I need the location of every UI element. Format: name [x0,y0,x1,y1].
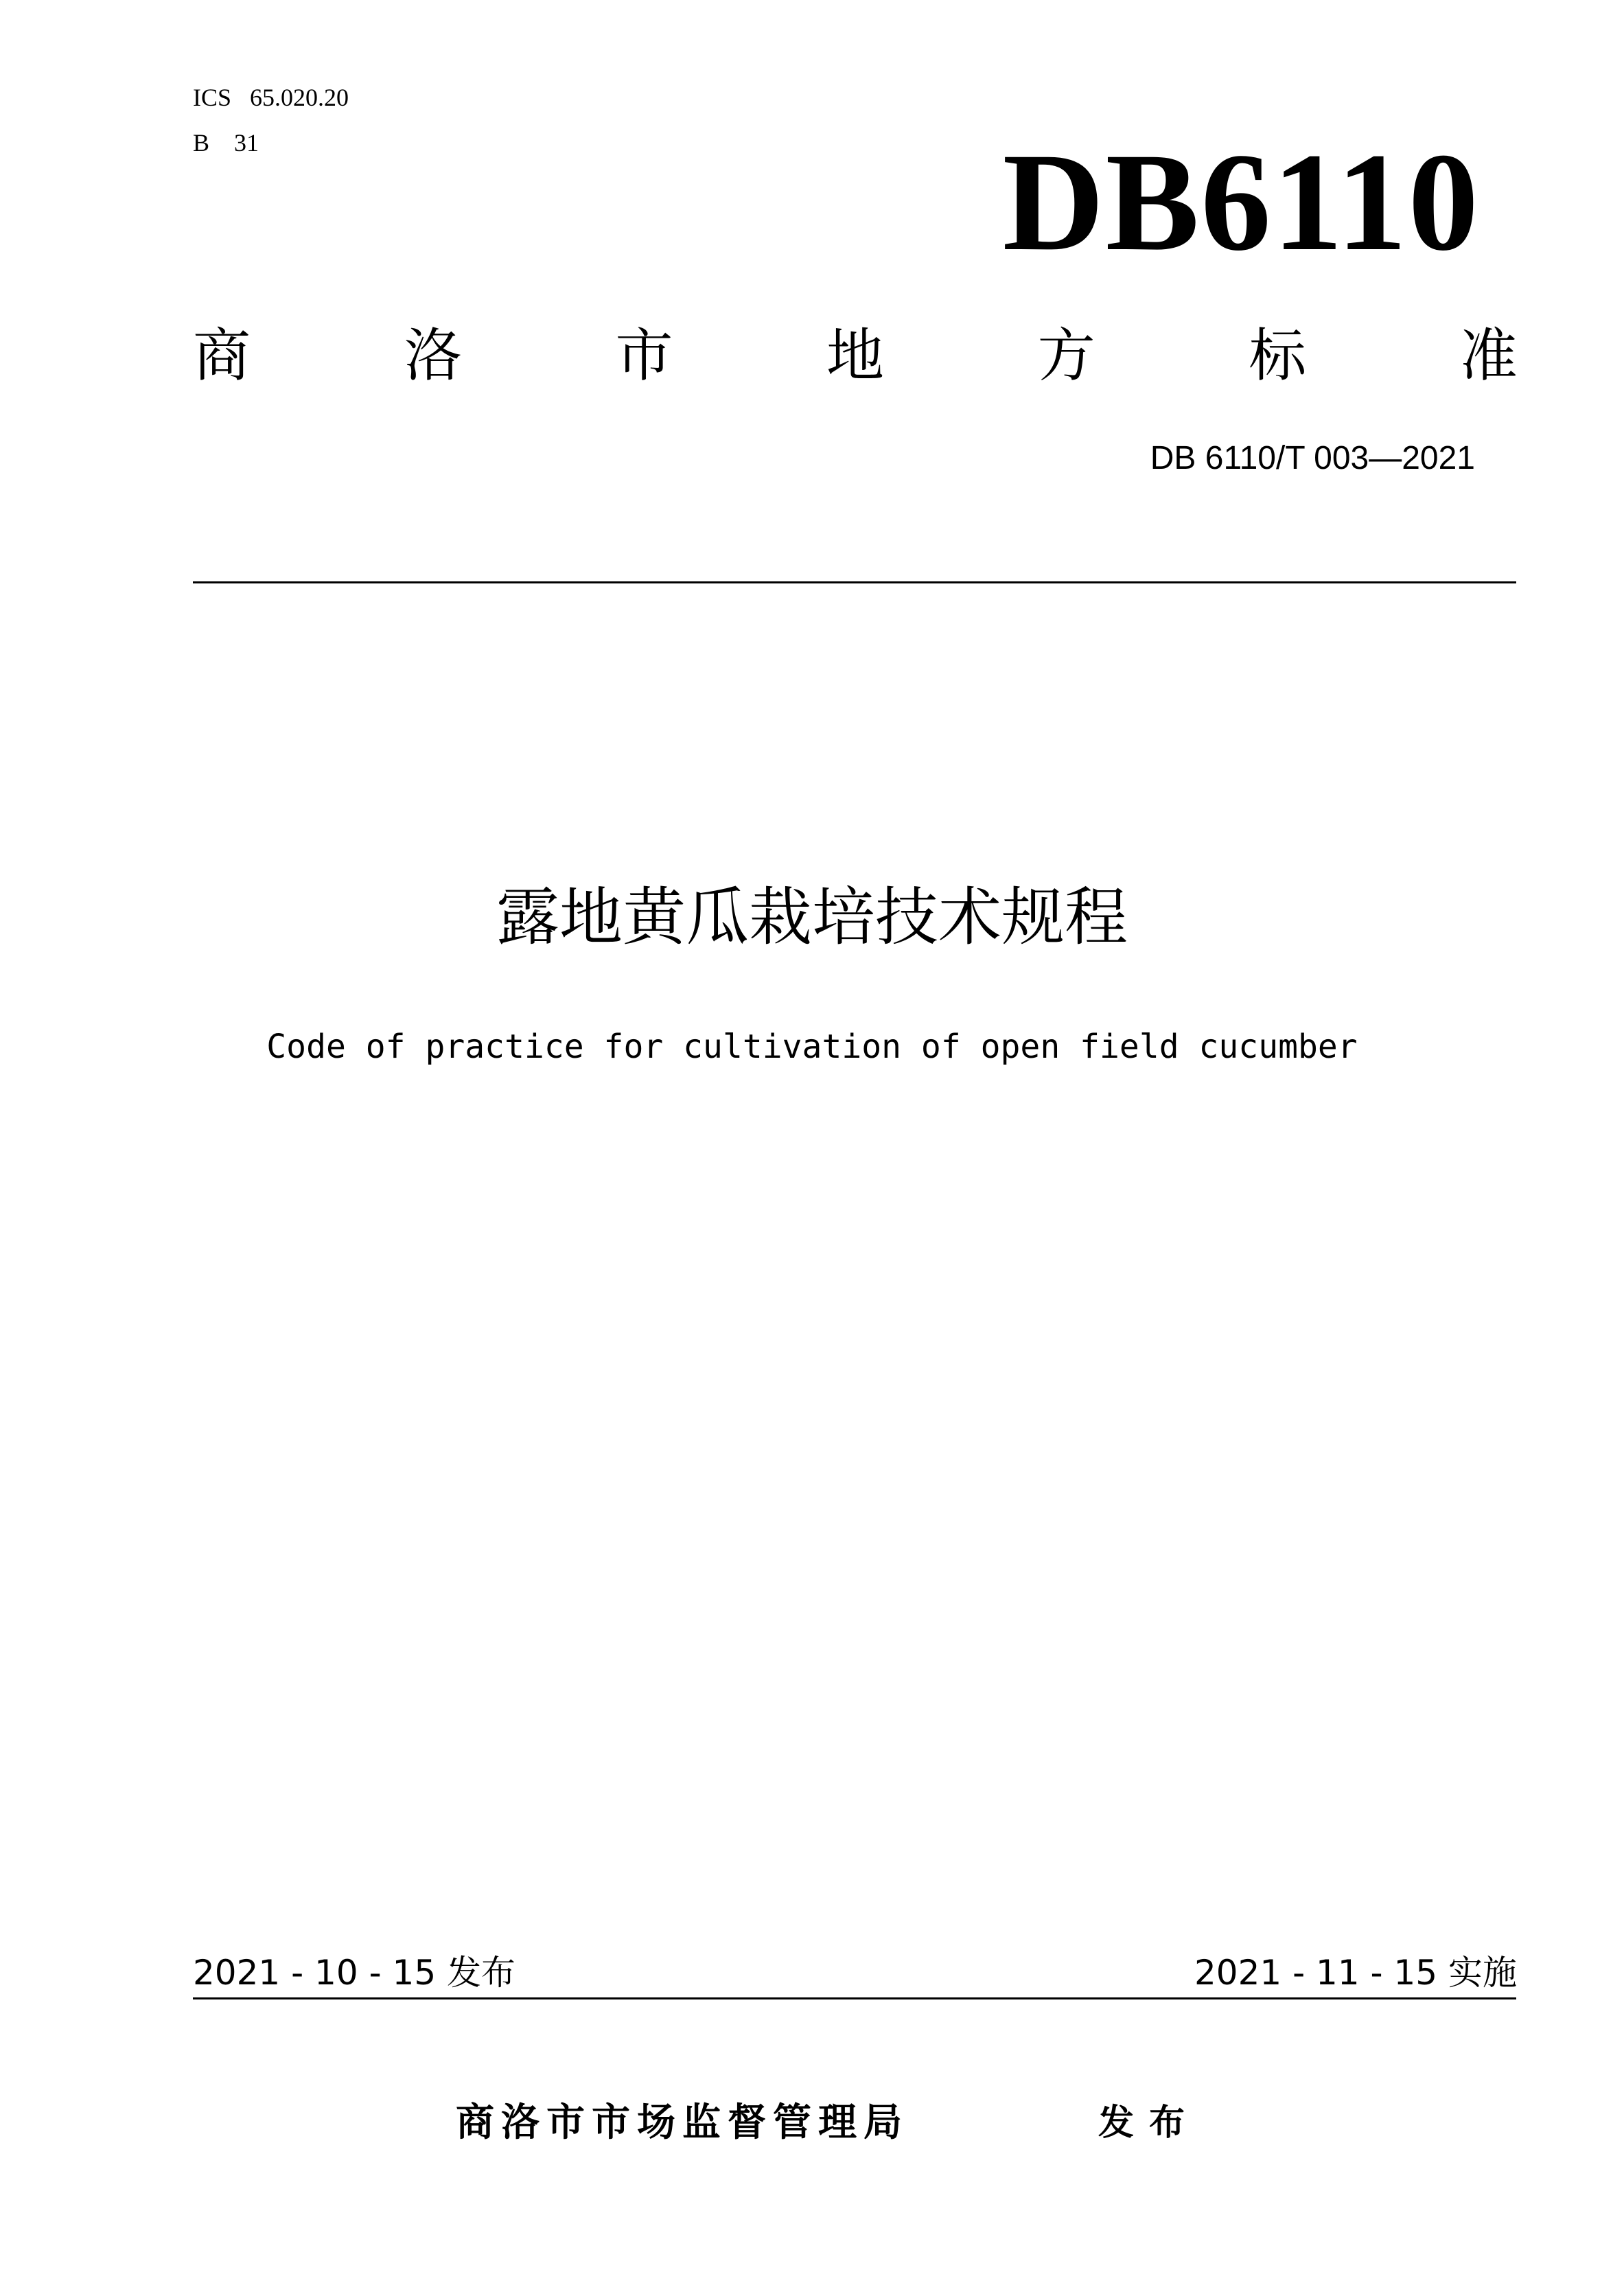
classification-number: B 31 [193,129,259,156]
standard-code: DB6110 [1002,124,1480,280]
document-title-chinese: 露地黄瓜栽培技术规程 [496,881,1128,954]
standard-type-char: 准 [1459,322,1518,389]
publisher-name: 商洛市市场监督管理局 [456,2100,909,2145]
document-title-english: Code of practice for cultivation of open field cucumber [266,1028,1358,1066]
issue-date: 2021 - 10 - 15 发布 [193,1953,516,1993]
standard-number: DB 6110/T 003—2021 [1150,440,1475,476]
standard-type-char: 地 [826,322,884,389]
bottom-divider [193,1997,1516,1999]
implementation-date: 2021 - 11 - 15 实施 [1194,1953,1517,1993]
standard-type-char: 标 [1249,322,1307,389]
ics-number: ICS 65.020.20 [193,84,349,111]
standard-type-heading [193,321,1518,390]
publish-label: 发布 [1098,2102,1200,2144]
standard-type-char: 商 [193,322,251,389]
standard-type-char: 方 [1037,322,1095,389]
standard-type-char: 市 [615,322,673,389]
top-divider [193,581,1516,583]
standard-type-char: 洛 [404,322,462,389]
